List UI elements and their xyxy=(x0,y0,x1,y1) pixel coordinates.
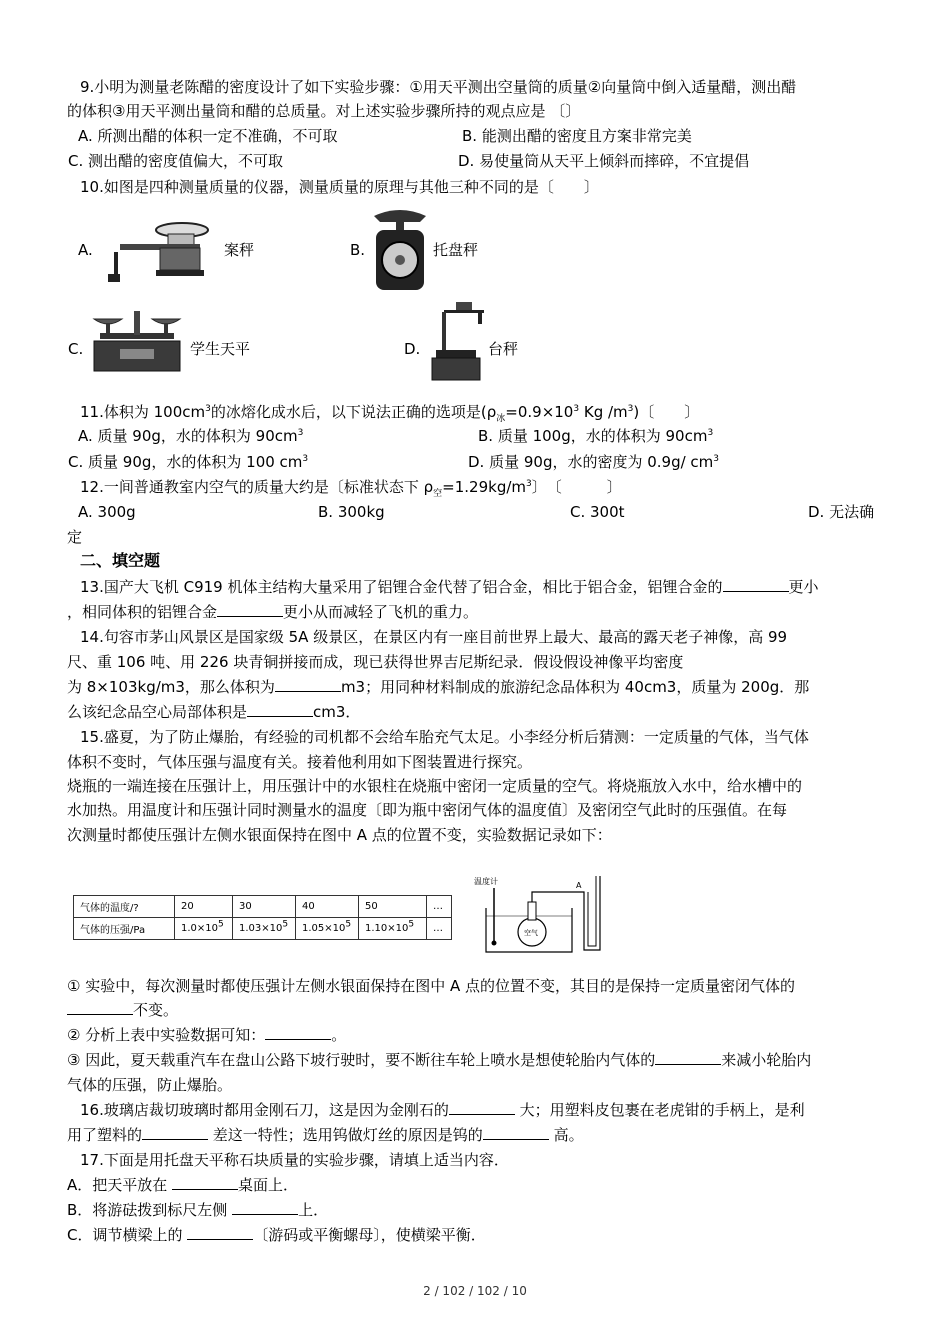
q15-sub1-line2: 不变。 xyxy=(67,999,178,1021)
q17-step-c: C．调节横梁上的 〔游码或平衡螺母〕，使横梁平衡． xyxy=(67,1226,486,1244)
q10-stem: 10.如图是四种测量质量的仪器，测量质量的原理与其他三种不同的是〔 〕 xyxy=(80,178,599,196)
q15-blank-1[interactable] xyxy=(67,1000,133,1015)
q16-blank-2[interactable] xyxy=(142,1125,208,1140)
table-row-temperature xyxy=(74,896,452,918)
q14-line4: 么该纪念品空心局部体积是 cm3． xyxy=(67,703,361,721)
tray-scale-image xyxy=(370,204,430,294)
q15-blank-2[interactable] xyxy=(265,1025,331,1040)
q14-blank-2[interactable] xyxy=(247,702,313,717)
table-cell: 30 xyxy=(233,896,296,918)
q13-blank-1[interactable] xyxy=(723,577,789,592)
q15-data-table xyxy=(73,895,452,940)
q14-line2: 尺、重 106 吨、用 226 块青铜拼接而成，现已获得世界吉尼斯纪录．假设假设神像平均密度 xyxy=(67,653,684,671)
figure-label-thermometer: 温度计 xyxy=(474,877,498,886)
q11-stem-end: )〔 〕 xyxy=(633,403,700,421)
q9-option-a: A. 所测出醋的体积一定不准确，不可取 xyxy=(78,127,338,145)
q16-blank-1[interactable] xyxy=(449,1100,515,1115)
q17-step-b: B．将游砝拨到标尺左侧 上． xyxy=(67,1201,329,1219)
q12-option-c: C. 300t xyxy=(570,503,625,521)
table-row-pressure xyxy=(74,918,452,940)
q9-option-d: D. 易使量筒从天平上倾斜而摔碎，不宜提倡 xyxy=(458,152,750,170)
table-cell: 1.10×105 xyxy=(359,918,427,940)
q10-option-c-letter: C. xyxy=(68,340,84,358)
q14-line3: 为 8×103kg/m3，那么体积为 m3；用同种材料制成的旅游纪念品体积为 40cm3，质量为 200g．那 xyxy=(67,678,810,696)
q10-option-a-label: 案秤 xyxy=(224,241,255,259)
q11-option-c: C. 质量 90g，水的体积为 100 $cm^3$ xyxy=(68,453,309,471)
q11-option-b: B. 质量 100g，水的体积为 $90cm^3$ xyxy=(478,427,714,445)
q11-stem-pre: 11.体积为 100cm xyxy=(80,403,206,421)
q9-option-b: B. 能测出醋的密度且方案非常完美 xyxy=(462,127,692,145)
q11-stem-unit: Kg /m xyxy=(579,403,628,421)
q15-sub2: ② 分析上表中实验数据可知： 。 xyxy=(67,1026,347,1044)
table-cell: 1.05×105 xyxy=(296,918,359,940)
q15-blank-3[interactable] xyxy=(655,1050,721,1065)
q15-line2: 体积不变时，气体压强与温度有关。接着他利用如下图装置进行探究。 xyxy=(67,753,533,771)
q12-option-a: A. 300g xyxy=(78,503,136,521)
q16-blank-3[interactable] xyxy=(483,1125,549,1140)
table-cell: 1.03×105 xyxy=(233,918,296,940)
q10-option-b-label: 托盘秤 xyxy=(433,241,479,259)
q15-line3: 烧瓶的一端连接在压强计上，用压强计中的水银柱在烧瓶中密闭一定质量的空气。将烧瓶放入水中，给水槽中的 xyxy=(67,777,803,795)
q15-sub1-line1: ① 实验中，每次测量时都使压强计左侧水银面保持在图中 A 点的位置不变，其目的是保持一定质量密闭气体的 xyxy=(67,977,796,995)
q11-option-a: A. 质量 90g，水的体积为 $90cm^3$ xyxy=(78,427,304,445)
table-cell: 40 xyxy=(296,896,359,918)
q17-blank-b[interactable] xyxy=(232,1200,298,1215)
q16-line2: 用了塑料的 差这一特性；选用钨做灯丝的原因是钨的 高。 xyxy=(67,1126,584,1144)
platform-weighing-scale-image xyxy=(424,298,489,384)
q14-blank-1[interactable] xyxy=(275,677,341,692)
table-cell: … xyxy=(427,896,452,918)
q12-option-d: D. 无法确 xyxy=(808,503,875,521)
q11-sub-ice: 冰 xyxy=(496,414,506,424)
figure-label-air: 空气 xyxy=(524,929,538,937)
q10-option-b-letter: B. xyxy=(350,241,366,259)
platform-scale-image xyxy=(100,212,220,292)
q13-blank-2[interactable] xyxy=(217,602,283,617)
q12-stem: 12.一间普通教室内空气的质量大约是〔标准状态下 $\rho_空=1.29kg/m^3$〕 〔 〕 xyxy=(80,478,622,499)
q11-stem xyxy=(80,401,699,423)
q9-stem-line2: 的体积③用天平测出量筒和醋的总质量。对上述实验步骤所持的观点应是 〔〕 xyxy=(67,102,581,120)
table-head-pressure: 气体的压强/Pa xyxy=(74,918,175,940)
q12-option-b: B. 300kg xyxy=(318,503,385,521)
table-cell: 50 xyxy=(359,896,427,918)
q17-blank-c[interactable] xyxy=(187,1225,253,1240)
q16-line1: 16.玻璃店裁切玻璃时都用金刚石刀，这是因为金刚石的 大；用塑料皮包裹在老虎钳的手柄上，是利 xyxy=(80,1101,805,1119)
q10-option-c-label: 学生天平 xyxy=(190,340,251,358)
q15-line1: 15.盛夏，为了防止爆胎，有经验的司机都不会给车胎充气太足。小李经分析后猜测：一定质量的气体，当气体 xyxy=(80,728,809,746)
q11-stem-mid: 的冰熔化成水后，以下说法正确的选项是(ρ xyxy=(210,403,497,421)
q10-option-d-label: 台秤 xyxy=(488,340,519,358)
q15-sub3-line1: ③ 因此，夏天载重汽车在盘山公路下坡行驶时，要不断往车轮上喷水是想使轮胎内气体的 来减小轮胎内 xyxy=(67,1051,812,1069)
table-cell: … xyxy=(427,918,452,940)
table-head-temperature: 气体的温度/? xyxy=(74,896,175,918)
figure-label-a: A xyxy=(576,881,582,890)
q12-option-d-cont: 定 xyxy=(67,528,83,546)
q12-sub-air: 空 xyxy=(433,489,443,499)
q15-sub3-line2: 气体的压强，防止爆胎。 xyxy=(67,1076,233,1094)
q17-blank-a[interactable] xyxy=(172,1175,238,1190)
gas-pressure-apparatus-figure xyxy=(472,872,617,954)
q10-option-d-letter: D. xyxy=(404,340,421,358)
q11-sup: 3 xyxy=(205,404,211,414)
table-cell: 20 xyxy=(175,896,233,918)
q15-line5: 次测量时都使压强计左侧水银面保持在图中 A 点的位置不变，实验数据记录如下： xyxy=(67,826,612,844)
student-balance-image xyxy=(90,305,185,375)
q13-line1: 13.国产大飞机 C919 机体主结构大量采用了铝锂合金代替了铝合金，相比于铝合金，铝锂合金的 更小 xyxy=(80,578,819,596)
q14-line1: 14.句容市茅山风景区是国家级 5A 级景区，在景区内有一座目前世界上最大、最高的露天老子神像，高 99 xyxy=(80,628,788,646)
table-cell: 1.0×105 xyxy=(175,918,233,940)
section-heading-fill-blank: 二、填空题 xyxy=(80,551,161,570)
q10-option-a-letter: A. xyxy=(78,241,93,259)
page-footer: 2 / 102 / 102 / 10 xyxy=(423,1284,527,1298)
q15-line4: 水加热。用温度计和压强计同时测量水的温度〔即为瓶中密闭气体的温度值〕及密闭空气此时的压强值。在每 xyxy=(67,801,788,819)
q11-option-d: D. 质量 90g，水的密度为 0.9g/ $cm^3$ xyxy=(468,453,720,471)
q11-sup-3: 3 xyxy=(627,404,634,414)
q11-sup-2: 3 xyxy=(573,404,580,414)
q9-stem-line1: 9.小明为测量老陈醋的密度设计了如下实验步骤：①用天平测出空量筒的质量②向量筒中倒入适量醋，测出醋 xyxy=(80,78,797,96)
q17-step-a: A．把天平放在 桌面上． xyxy=(67,1176,299,1194)
q13-line2: ，相同体积的铝锂合金 更小从而减轻了飞机的重力。 xyxy=(67,603,479,621)
q17-stem: 17.下面是用托盘天平称石块质量的实验步骤，请填上适当内容． xyxy=(80,1151,509,1169)
q11-stem-post: =0.9×10 xyxy=(505,403,574,421)
q9-option-c: C. 测出醋的密度值偏大，不可取 xyxy=(68,152,284,170)
